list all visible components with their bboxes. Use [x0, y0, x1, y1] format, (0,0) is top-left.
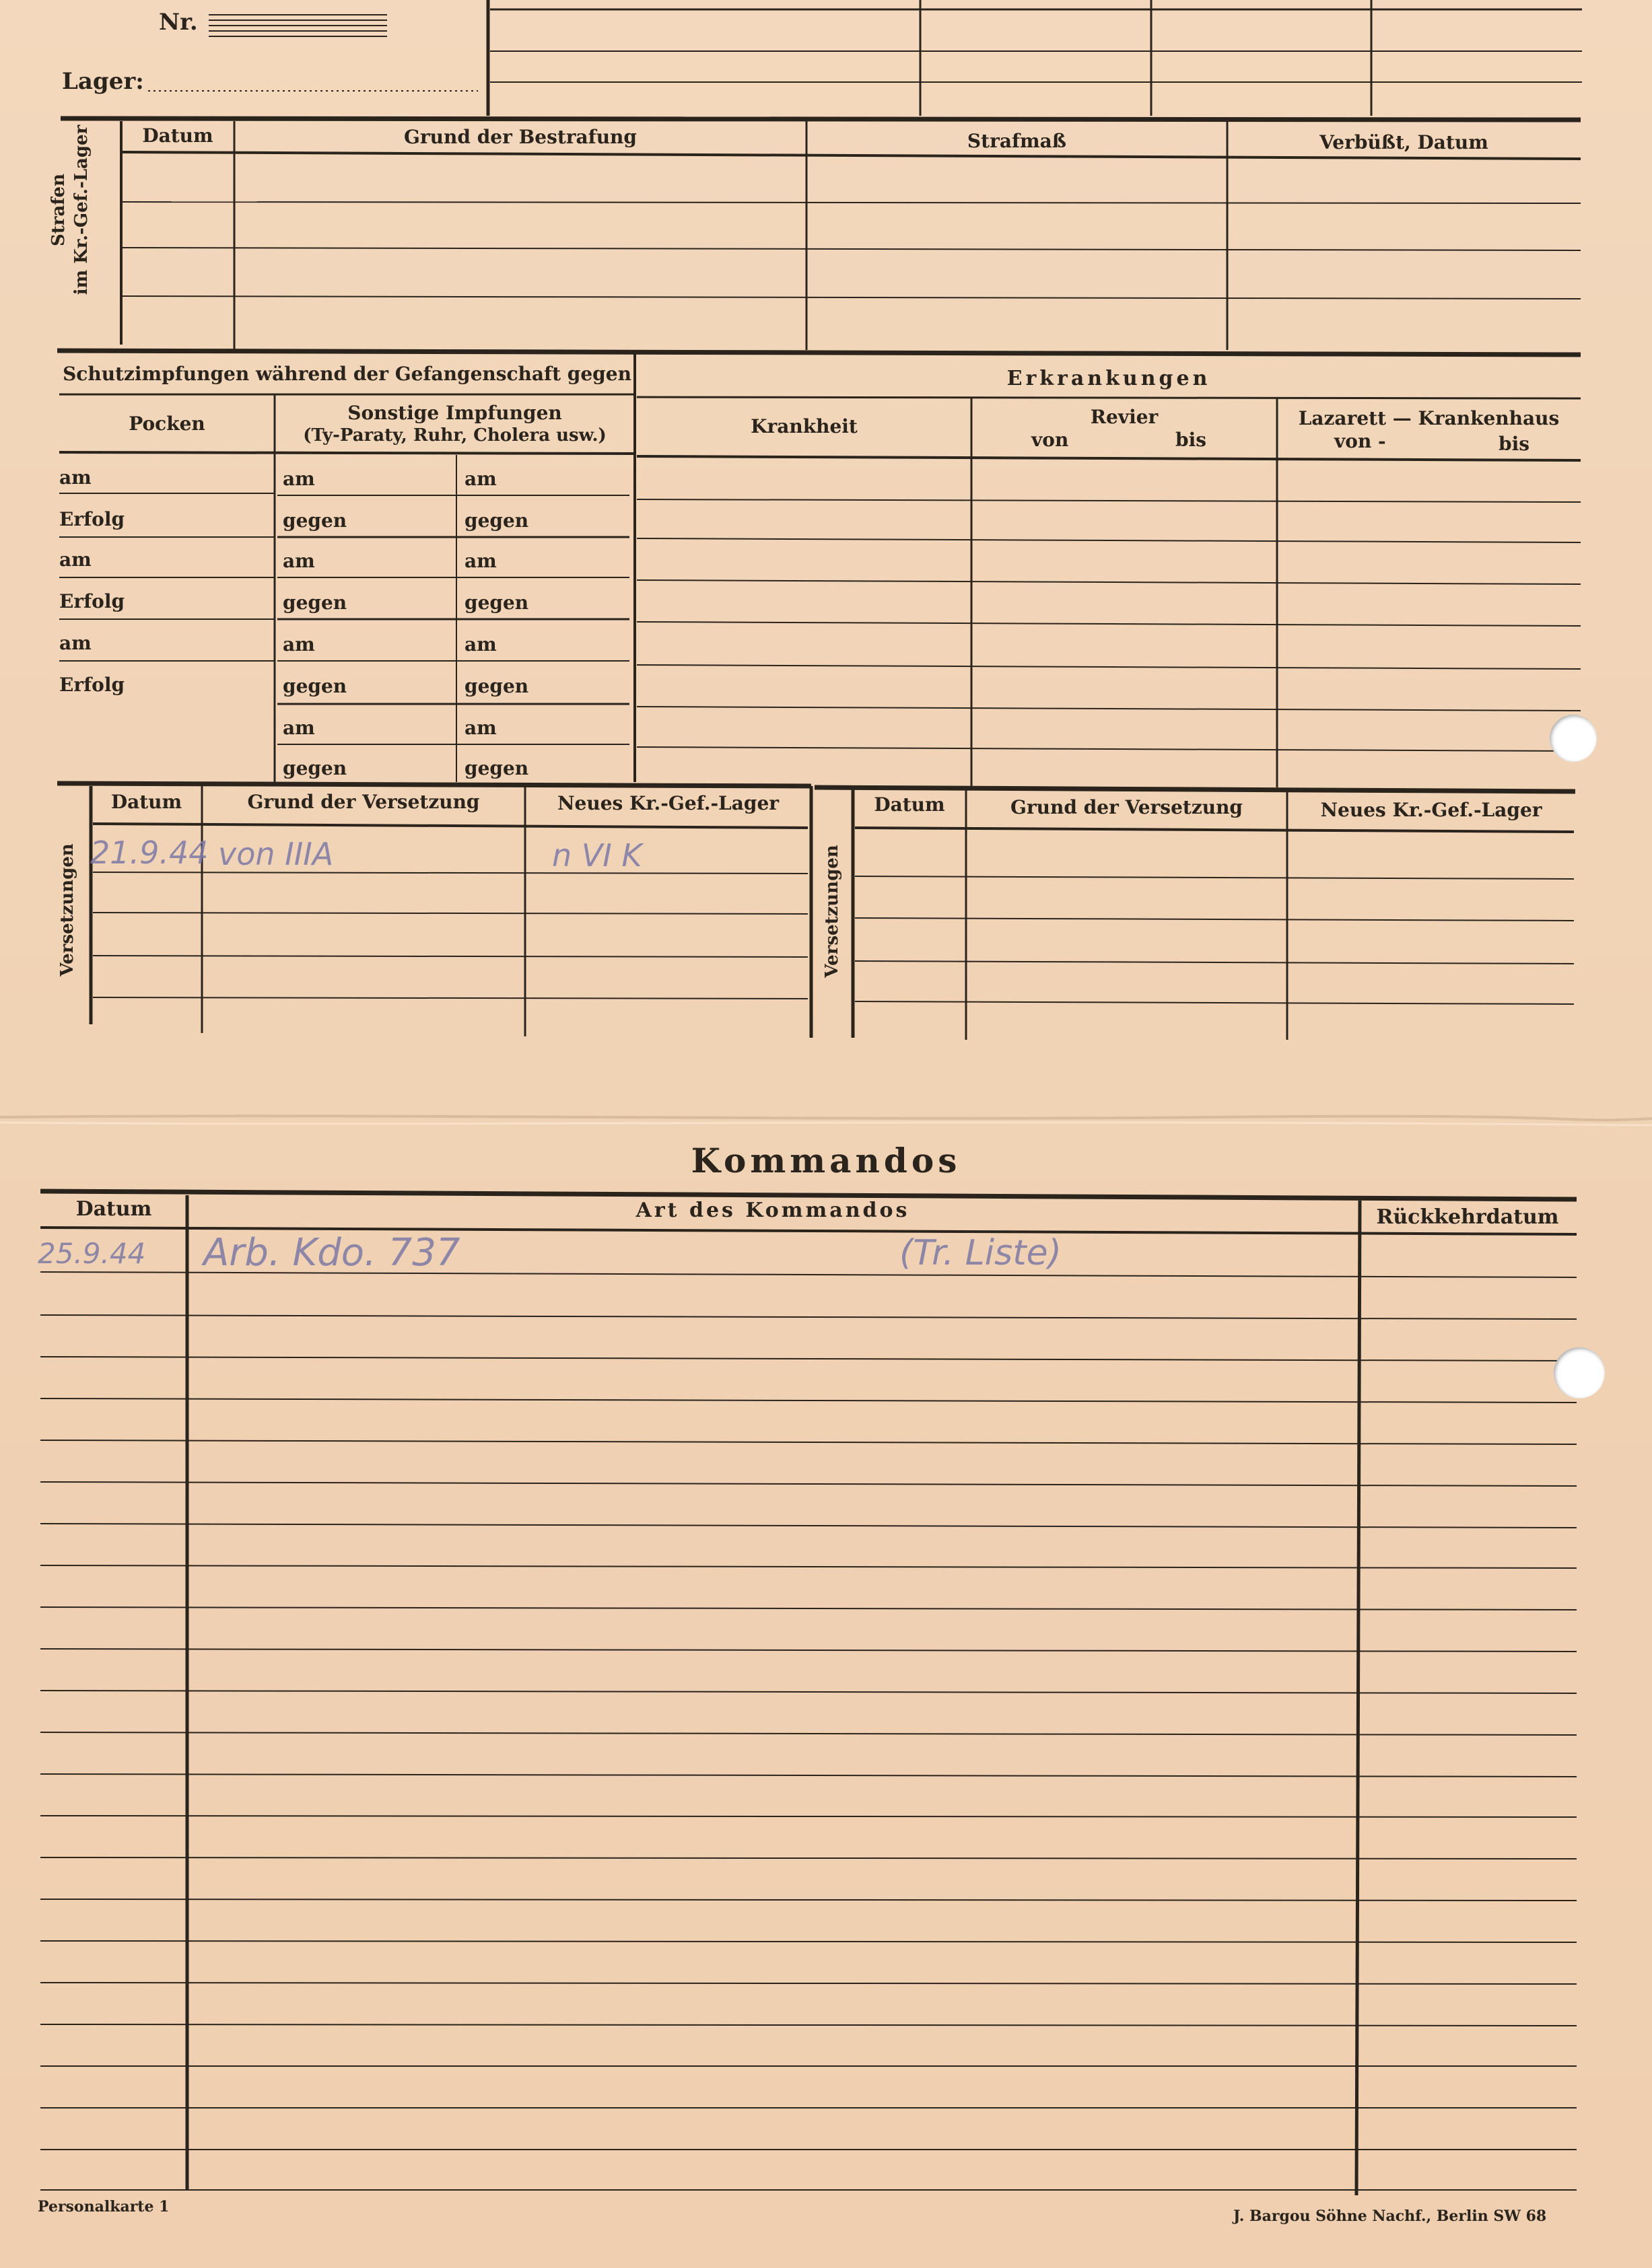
strafen-side-label: [50, 125, 90, 295]
revier-bis: bis: [1175, 429, 1206, 451]
erkrankungen-col-lazarett: Lazarett — Krankenhaus: [1298, 407, 1560, 429]
versetzungen-side-label-left: Versetzungen: [57, 843, 77, 977]
versetzung-entry-lager: n VI K: [552, 837, 642, 874]
versetzungen-right-col-lager: Neues Kr.-Gef.-Lager: [1320, 799, 1542, 821]
sonstige-a-row-7: am: [283, 717, 315, 739]
pocken-row-1: am: [59, 466, 92, 489]
sonstige-a-row-4: gegen: [283, 592, 347, 614]
sonstige-a-row-3: am: [283, 550, 315, 572]
versetzungen-left-col-lager: Neues Kr.-Gef.-Lager: [557, 792, 780, 814]
sonstige-b-row-4: gegen: [464, 592, 529, 614]
sonstige-b-row-8: gegen: [464, 757, 529, 779]
footer-form-id: Personalkarte 1: [38, 2198, 170, 2216]
strafen-col-datum: Datum: [142, 125, 213, 147]
pocken-row-3: am: [59, 548, 92, 571]
pocken-row-4: Erfolg: [59, 590, 125, 612]
kommandos-col-datum: Datum: [75, 1197, 152, 1221]
kommando-entry-datum: 25.9.44: [38, 1237, 146, 1270]
strafen-col-strafmass: Strafmaß: [967, 130, 1067, 152]
strafen-col-verbuesst: Verbüßt, Datum: [1319, 131, 1488, 153]
versetzungen-right-col-grund: Grund der Versetzung: [1010, 796, 1243, 818]
lazarett-von: von -: [1334, 430, 1386, 452]
sonstige-b-row-5: am: [464, 633, 497, 655]
kommando-entry-note: (Tr. Liste): [899, 1233, 1062, 1273]
erkrankungen-col-krankheit: Krankheit: [751, 415, 858, 437]
versetzung-entry-grund: von IIIA: [218, 836, 334, 872]
sonstige-b-row-2: gegen: [464, 509, 529, 532]
impfungen-col-sonstige-1: Sonstige Impfungen: [347, 402, 562, 424]
sonstige-a-row-5: am: [283, 633, 315, 655]
erkrankungen-col-revier: Revier: [1090, 406, 1159, 428]
sonstige-a-row-1: am: [283, 468, 315, 490]
sonstige-b-row-1: am: [464, 468, 497, 490]
kommandos-col-rueckkehr: Rückkehrdatum: [1376, 1205, 1559, 1229]
revier-von: von: [1031, 429, 1069, 451]
punch-hole-lower: [1554, 1347, 1605, 1398]
lazarett-bis: bis: [1499, 433, 1529, 455]
pocken-row-2: Erfolg: [59, 508, 125, 530]
impfungen-title: Schutzimpfungen während der Gefangenschaft gegen: [63, 363, 631, 385]
versetzungen-side-label-right: Versetzungen: [822, 845, 842, 978]
sonstige-b-row-7: am: [464, 717, 497, 739]
pocken-row-5: am: [59, 632, 92, 654]
sonstige-b-row-3: am: [464, 550, 497, 572]
sonstige-b-row-6: gegen: [464, 675, 529, 697]
sonstige-a-row-8: gegen: [283, 757, 347, 779]
kommandos-col-art: Art des Kommandos: [635, 1199, 910, 1222]
strafen-col-grund: Grund der Bestrafung: [403, 126, 637, 148]
footer-printer: J. Bargou Söhne Nachf., Berlin SW 68: [1233, 2207, 1547, 2225]
sonstige-a-row-2: gegen: [283, 509, 347, 532]
nr-label: Nr.: [159, 9, 198, 36]
punch-hole-upper: [1550, 715, 1597, 762]
impfungen-col-pocken: Pocken: [129, 413, 205, 435]
versetzungen-left-col-datum: Datum: [110, 791, 182, 813]
versetzungen-right-col-datum: Datum: [874, 793, 945, 816]
kommandos-title: Kommandos: [691, 1141, 961, 1180]
erkrankungen-title: Erkrankungen: [1006, 367, 1211, 390]
strafen-side-label-2: im Kr.-Gef.-Lager: [71, 125, 92, 295]
kommando-entry-art: Arb. Kdo. 737: [203, 1231, 460, 1275]
pocken-row-6: Erfolg: [59, 674, 125, 696]
lager-label: Lager:: [62, 68, 144, 95]
sonstige-a-row-6: gegen: [283, 675, 347, 697]
strafen-side-label-1: Strafen: [48, 174, 69, 246]
impfungen-col-sonstige-2: (Ty-Paraty, Ruhr, Cholera usw.): [303, 425, 607, 446]
versetzung-entry-datum: 21.9.44: [90, 835, 209, 871]
versetzungen-left-col-grund: Grund der Versetzung: [247, 791, 480, 813]
